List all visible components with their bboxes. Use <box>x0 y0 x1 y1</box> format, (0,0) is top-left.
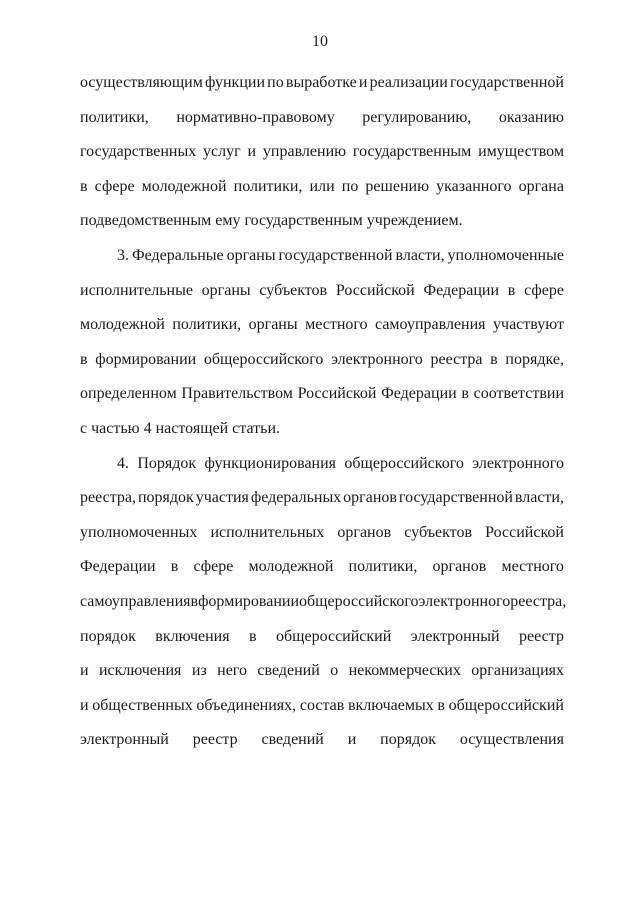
word: и <box>80 662 89 680</box>
text-line <box>80 101 564 136</box>
word: самоуправления <box>80 592 191 610</box>
word: органов <box>337 523 392 541</box>
word: порядок <box>380 731 436 749</box>
word: порядок <box>80 627 136 645</box>
word: молодежной <box>80 316 165 334</box>
word: общественных <box>92 696 193 714</box>
text-line <box>80 308 564 343</box>
text-line <box>80 516 564 551</box>
word: исключения <box>98 662 182 680</box>
word: сфере <box>524 281 564 299</box>
word: в <box>461 385 469 403</box>
text-line <box>80 274 564 309</box>
word: электронный <box>410 627 500 645</box>
text-line <box>80 481 564 516</box>
word: состав <box>299 696 345 714</box>
word: формировании <box>95 350 197 368</box>
word: Правительством <box>181 385 293 403</box>
word: в <box>170 558 179 576</box>
word: общероссийский <box>276 627 392 645</box>
word: из <box>191 662 207 680</box>
word: и <box>80 696 89 714</box>
word: и <box>358 74 368 91</box>
word: молодежной <box>248 558 334 576</box>
word: сведений <box>261 731 324 749</box>
word: федеральных <box>250 489 342 507</box>
word: услуг <box>203 143 241 161</box>
word: соответствии <box>473 385 564 403</box>
word: субъектов <box>259 281 328 299</box>
word: Российской <box>485 523 564 541</box>
text-line <box>80 239 564 274</box>
text-line <box>80 585 567 620</box>
word: сведений <box>257 662 320 680</box>
word: по <box>267 74 284 91</box>
word: осуществления <box>459 731 564 749</box>
word: нормативно-правовому <box>176 108 335 126</box>
word: Федерации <box>423 281 500 299</box>
paragraph-item-4 <box>80 447 567 758</box>
word: органы <box>201 281 251 299</box>
word: уполномоченные <box>447 246 564 264</box>
word: в <box>80 177 88 195</box>
text-line <box>80 135 564 170</box>
word: государственной <box>398 489 513 507</box>
text-line <box>80 377 564 412</box>
word: или <box>309 177 335 195</box>
page-number: 10 <box>312 33 328 50</box>
word: организациях <box>471 662 564 680</box>
word: в <box>190 592 199 610</box>
word: электронного <box>331 350 423 368</box>
word: власти, <box>395 246 445 264</box>
word: органов <box>432 558 487 576</box>
word: в <box>437 696 445 714</box>
text-line <box>80 620 564 655</box>
word: осуществляющим <box>80 74 203 91</box>
word: общероссийского <box>203 350 324 368</box>
word: реестра, <box>80 489 136 507</box>
word: и <box>347 731 357 749</box>
word: местного <box>305 316 368 334</box>
word: реестра <box>430 350 483 368</box>
word: в <box>490 350 498 368</box>
word: о <box>330 662 339 680</box>
word: функционирования <box>204 454 337 472</box>
word: него <box>217 662 247 680</box>
word: самоуправления <box>375 316 486 334</box>
word: и <box>247 143 257 161</box>
word: органы <box>248 316 298 334</box>
text-line <box>80 550 564 585</box>
word: Федерации <box>381 385 457 403</box>
word: Российской <box>297 385 377 403</box>
word: Порядок <box>137 454 197 472</box>
word: исполнительных <box>210 523 325 541</box>
word: 4. <box>117 454 129 472</box>
word: Федерации <box>80 558 156 576</box>
word: электронный <box>80 731 169 749</box>
word: общероссийского <box>299 592 419 610</box>
word: в <box>80 350 88 368</box>
word: указанного <box>436 177 512 195</box>
word: по <box>341 177 359 195</box>
word: органа <box>518 177 564 195</box>
word: порядке, <box>505 350 564 368</box>
text-line: подведомственным ему государственным учреждением. <box>80 212 463 230</box>
text-line <box>80 170 564 205</box>
word: некоммерческих <box>348 662 461 680</box>
paragraph-continuation <box>80 66 564 239</box>
text-line <box>80 66 564 101</box>
text-line <box>80 343 564 378</box>
word: включения <box>155 627 230 645</box>
word: определенном <box>80 385 177 403</box>
word: в <box>507 281 516 299</box>
word: исполнительные <box>80 281 193 299</box>
text-line <box>80 447 564 482</box>
word: реализации <box>369 74 448 91</box>
word: участия <box>195 489 249 507</box>
word: Российской <box>335 281 415 299</box>
document-body <box>80 66 567 758</box>
word: власти, <box>514 489 564 507</box>
word: сфере <box>193 558 234 576</box>
word: включаемых <box>347 696 434 714</box>
word: регулированию, <box>362 108 472 126</box>
word: порядок <box>137 489 194 507</box>
word: политики, <box>348 558 418 576</box>
word: оказанию <box>498 108 564 126</box>
word: государственной <box>449 74 564 91</box>
word: управлению <box>262 143 347 161</box>
word: функции <box>205 74 266 91</box>
word: уполномоченных <box>80 523 198 541</box>
word: 3. <box>117 246 129 264</box>
word: участвуют <box>493 316 564 334</box>
word: общероссийского <box>344 454 464 472</box>
word: государственным <box>352 143 472 161</box>
word: Федеральные <box>131 246 224 264</box>
word: субъектов <box>404 523 472 541</box>
word: сфере <box>94 177 135 195</box>
word: общероссийский <box>448 696 564 714</box>
word: электронного <box>472 454 564 472</box>
word: государственных <box>80 143 197 161</box>
word: объединениях, <box>196 696 297 714</box>
word: реестра, <box>510 592 567 610</box>
word: выработке <box>285 74 357 91</box>
word: молодежной <box>141 177 227 195</box>
word: политики, <box>172 316 242 334</box>
word: государственной <box>278 246 393 264</box>
text-line <box>80 654 564 689</box>
text-line <box>80 689 564 724</box>
word: решению <box>365 177 430 195</box>
word: политики, <box>233 177 303 195</box>
word: органы <box>226 246 276 264</box>
paragraph-item-3 <box>80 239 564 447</box>
word: политики, <box>80 108 149 126</box>
word: реестр <box>519 627 564 645</box>
word: в <box>249 627 257 645</box>
text-line: с частью 4 настоящей статьи. <box>80 419 281 437</box>
word: формировании <box>198 592 300 610</box>
text-line <box>80 723 564 758</box>
word: местного <box>501 558 564 576</box>
word: органов <box>343 489 397 507</box>
word: электронного <box>418 592 511 610</box>
word: имуществом <box>478 143 564 161</box>
word: реестр <box>192 731 238 749</box>
